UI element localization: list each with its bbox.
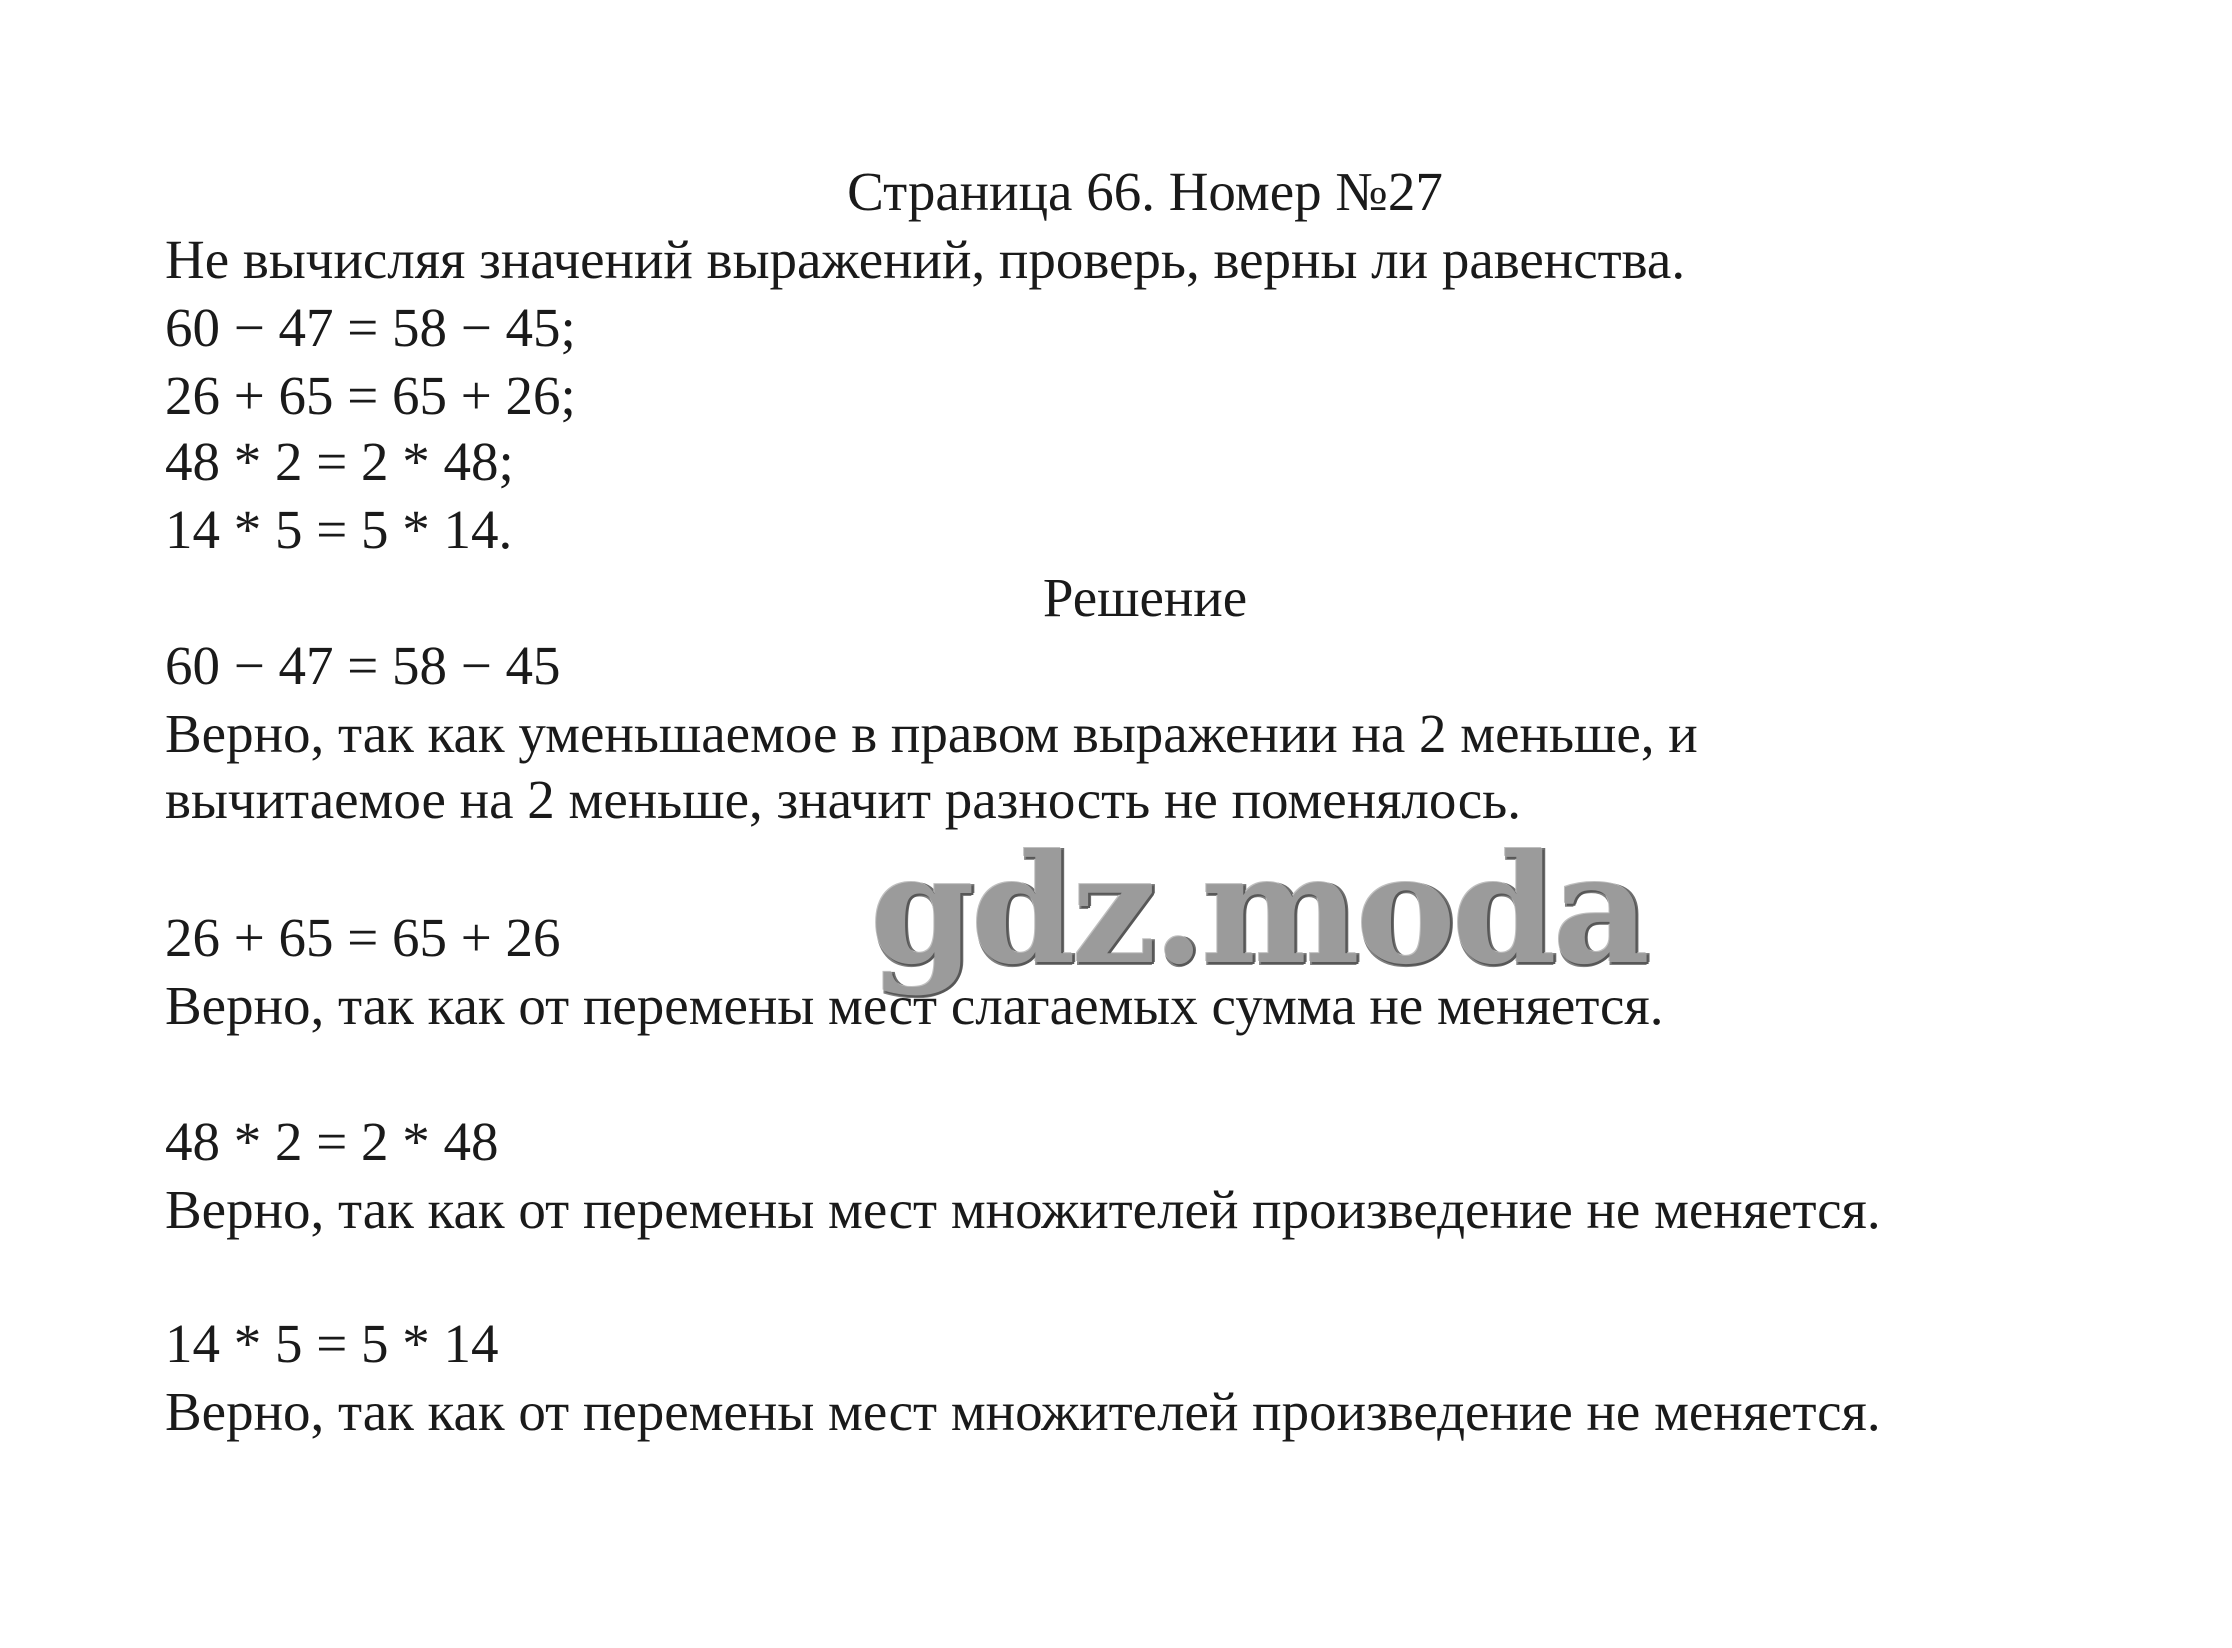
task-equation: 26 + 65 = 65 + 26; (165, 365, 576, 426)
solution-explanation: Верно, так как от перемены мест множителей произведение не меняется. (165, 1179, 1881, 1240)
task-equation: 48 * 2 = 2 * 48; (165, 431, 514, 492)
watermark: gdz.moda (870, 822, 1647, 998)
solution-explanation: Верно, так как уменьшаемое в правом выражении на 2 меньше, и (165, 703, 1698, 764)
solution-equation: 26 + 65 = 65 + 26 (165, 907, 561, 968)
task-text: Не вычисляя значений выражений, проверь, верны ли равенства. (165, 229, 1686, 290)
solution-explanation: вычитаемое на 2 меньше, значит разность не поменялось. (165, 769, 1521, 830)
solution-equation: 14 * 5 = 5 * 14 (165, 1313, 499, 1374)
solution-equation: 48 * 2 = 2 * 48 (165, 1111, 499, 1172)
solution-equation: 60 − 47 = 58 − 45 (165, 635, 561, 696)
solution-heading: Решение (1042, 567, 1248, 628)
solution-explanation: Верно, так как от перемены мест слагаемых сумма не меняется. (165, 975, 1664, 1036)
task-equation: 14 * 5 = 5 * 14. (165, 499, 513, 560)
page-title: Страница 66. Номер №27 (847, 161, 1443, 222)
task-equation: 60 − 47 = 58 − 45; (165, 297, 576, 358)
solution-explanation: Верно, так как от перемены мест множителей произведение не меняется. (165, 1381, 1881, 1442)
